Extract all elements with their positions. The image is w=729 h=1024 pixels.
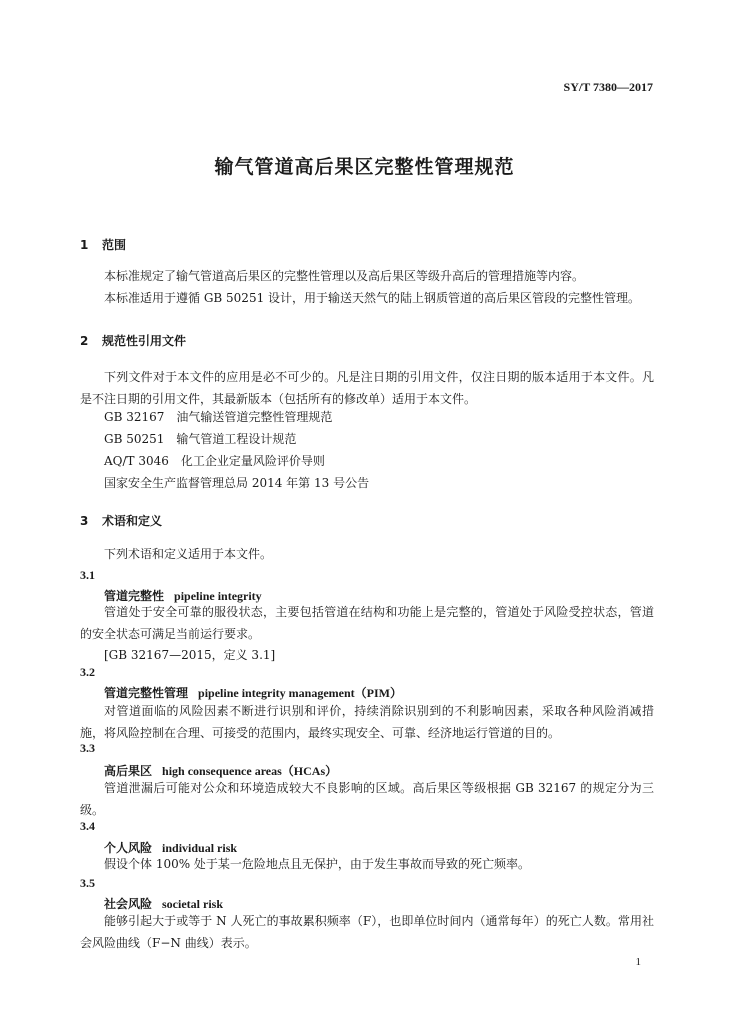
section-2-heading bbox=[80, 332, 186, 349]
section-title: 术语和定义 bbox=[102, 514, 163, 528]
document-title: 输气管道高后果区完整性管理规范 bbox=[214, 156, 515, 178]
term-number: 3.5 bbox=[80, 876, 95, 890]
term-name-en: high consequence areas（HCAs） bbox=[162, 764, 338, 778]
standard-code: SY/T 7380—2017 bbox=[563, 80, 653, 94]
term-definition: 管道泄漏后可能对公众和环境造成较大不良影响的区域。高后果区等级根据 GB 32167 的规定分为三级。 bbox=[80, 781, 654, 817]
term-name-en: pipeline integrity management（PIM） bbox=[198, 686, 402, 700]
section-title: 规范性引用文件 bbox=[102, 334, 187, 348]
term-definition: 管道处于安全可靠的服役状态，主要包括管道在结构和功能上是完整的，管道处于风险受控状态，管道的安全状态可满足当前运行要求。 bbox=[80, 605, 654, 641]
term-name-en: pipeline integrity bbox=[174, 589, 262, 603]
term-heading bbox=[104, 684, 402, 701]
term-name-en: societal risk bbox=[162, 897, 224, 911]
term-name-en: individual risk bbox=[162, 841, 238, 855]
section-number: 1 bbox=[80, 238, 89, 252]
section-3-heading bbox=[80, 512, 162, 529]
section-number: 3 bbox=[80, 514, 89, 528]
term-definition: 对管道面临的风险因素不断进行识别和评价，持续消除识别到的不利影响因素，采取各种风险消减措施，将风险控制在合理、可接受的范围内，最终实现安全、可靠、经济地运行管道的目的。 bbox=[80, 704, 654, 740]
term-number: 3.3 bbox=[80, 741, 95, 755]
term-name-cn: 高后果区 bbox=[104, 764, 153, 778]
section-1-heading bbox=[80, 236, 126, 253]
term-number: 3.2 bbox=[80, 665, 95, 679]
section-3-intro: 下列术语和定义适用于本文件。 bbox=[104, 547, 273, 561]
reference-item: GB 32167 油气输送管道完整性管理规范 bbox=[104, 410, 333, 424]
term-name-cn: 社会风险 bbox=[104, 897, 153, 911]
reference-item: 国家安全生产监督管理总局 2014 年第 13 号公告 bbox=[104, 476, 370, 490]
term-definition: 能够引起大于或等于 N 人死亡的事故累积频率（F），也即单位时间内（通常每年）的死亡人数。常用社会风险曲线（F−N 曲线）表示。 bbox=[80, 914, 654, 950]
page-number: 1 bbox=[635, 956, 641, 968]
section-1-paragraph-2: 本标准适用于遵循 GB 50251 设计，用于输送天然气的陆上钢质管道的高后果区管段的完整性管理。 bbox=[104, 291, 641, 305]
term-number: 3.1 bbox=[80, 568, 95, 582]
reference-item: GB 50251 输气管道工程设计规范 bbox=[104, 432, 297, 446]
term-number: 3.4 bbox=[80, 819, 95, 833]
term-source: [GB 32167—2015，定义 3.1] bbox=[104, 648, 276, 662]
section-title: 范围 bbox=[102, 238, 127, 252]
reference-item: AQ/T 3046 化工企业定量风险评价导则 bbox=[104, 454, 325, 468]
section-2-paragraph: 下列文件对于本文件的应用是必不可少的。凡是注日期的引用文件，仅注日期的版本适用于本文件。凡是不注日期的引用文件，其最新版本（包括所有的修改单）适用于本文件。 bbox=[80, 370, 654, 406]
term-definition: 假设个体 100% 处于某一危险地点且无保护，由于发生事故而导致的死亡频率。 bbox=[104, 857, 530, 871]
section-number: 2 bbox=[80, 334, 89, 348]
section-1-paragraph-1: 本标准规定了输气管道高后果区的完整性管理以及高后果区等级升高后的管理措施等内容。 bbox=[104, 269, 585, 283]
term-name-cn: 管道完整性 bbox=[104, 589, 165, 603]
term-name-cn: 管道完整性管理 bbox=[104, 686, 189, 700]
term-name-cn: 个人风险 bbox=[104, 841, 153, 855]
